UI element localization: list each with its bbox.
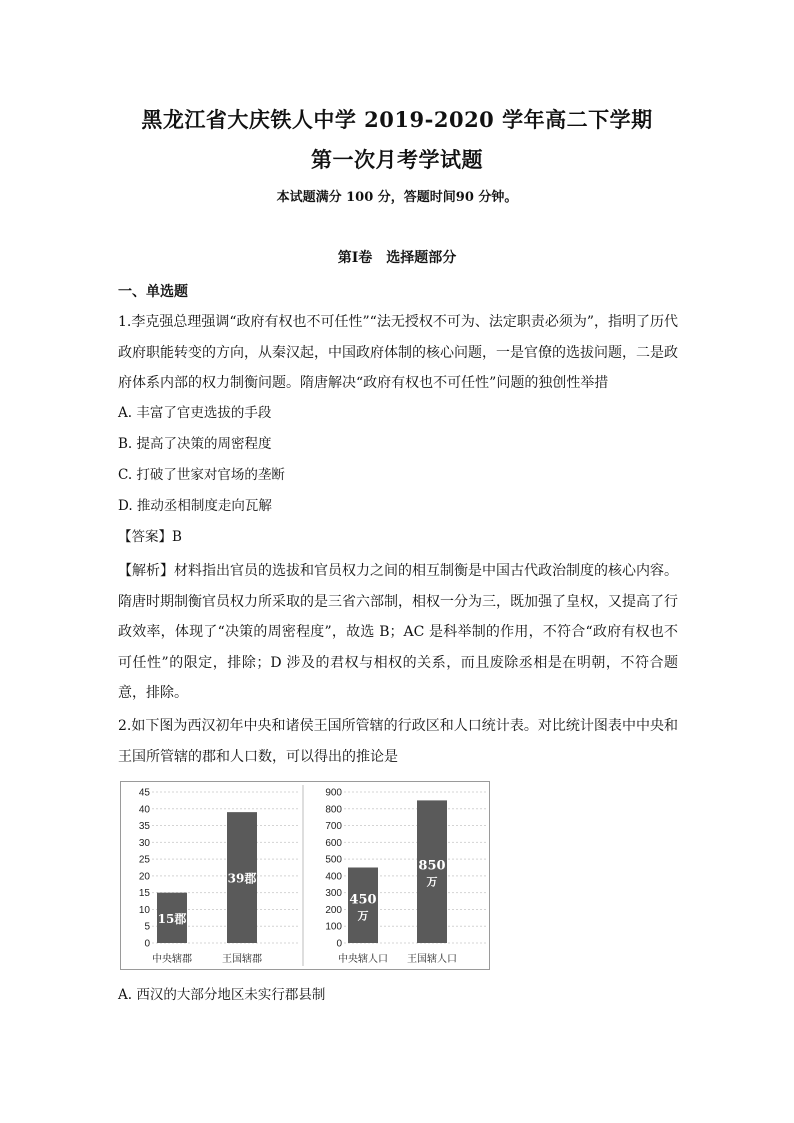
chart-data-label-unit: 万 xyxy=(426,875,438,889)
question-1-option-b: B. 提高了决策的周密程度 xyxy=(118,436,272,452)
chart-y-tick-label: 800 xyxy=(325,804,342,816)
chart-data-label: 850 xyxy=(418,858,446,874)
admin-population-chart xyxy=(120,781,490,970)
chart-y-tick-label: 0 xyxy=(144,938,150,950)
chart-y-tick-label: 200 xyxy=(325,904,342,916)
chart-x-tick-label: 王国辖郡 xyxy=(222,954,262,965)
question-2-option-a: A. 西汉的大部分地区未实行郡县制 xyxy=(118,987,326,1003)
chart-y-tick-label: 400 xyxy=(325,871,342,883)
chart-y-tick-label: 0 xyxy=(336,938,342,950)
chart-y-tick-label: 700 xyxy=(325,821,342,833)
chart-x-tick-label: 中央辖人口 xyxy=(338,954,388,965)
chart-y-tick-label: 5 xyxy=(144,921,150,933)
chart-y-tick-label: 600 xyxy=(325,837,342,849)
chart-y-tick-label: 40 xyxy=(138,804,150,816)
chart-y-tick-label: 15 xyxy=(138,888,150,900)
chart-y-tick-label: 500 xyxy=(325,854,342,866)
exam-meta: 本试题满分 100 分，答题时间90 分钟。 xyxy=(276,190,518,205)
question-1-answer: 【答案】B xyxy=(118,529,182,545)
question-2-stem: 2.如下图为西汉初年中央和诸侯王国所管辖的行政区和人口统计表。对比统计图表中中央和王国所管辖的郡和人口数，可以得出的推论是 xyxy=(118,718,678,765)
question-1-option-d: D. 推动丞相制度走向瓦解 xyxy=(118,498,272,514)
chart-data-label: 15郡 xyxy=(157,911,187,926)
chart-y-tick-label: 10 xyxy=(138,904,150,916)
chart-data-label: 39郡 xyxy=(227,871,257,886)
chart-y-tick-label: 300 xyxy=(325,888,342,900)
chart-y-tick-label: 35 xyxy=(138,821,150,833)
chart-y-tick-label: 25 xyxy=(138,854,150,866)
question-1-explanation: 【解析】材料指出官员的选拔和官员权力之间的相互制衡是中国古代政治制度的核心内容。隋唐时期制衡官员权力所采取的是三省六部制，相权一分为三，既加强了皇权，又提高了行政效率，体现了“决策的周密程度”，故选 B；AC 是科举制的作用，不符合“政府有权也不可任性”的限定，排除；D 涉及的君权与相权的关系，而且废除丞相是在明朝，不符合题意，排除。 xyxy=(118,563,678,701)
part-heading: 一、单选题 xyxy=(118,284,188,300)
chart-y-tick-label: 900 xyxy=(325,787,342,799)
question-1-stem: 1.李克强总理强调“政府有权也不可任性”“法无授权不可为、法定职责必须为”，指明了历代政府职能转变的方向，从秦汉起，中国政府体制的核心问题，一是官僚的选拔问题，二是政府体系内部的权力制衡问题。隋唐解决“政府有权也不可任性”问题的独创性举措 xyxy=(118,314,678,391)
chart-x-tick-label: 王国辖人口 xyxy=(407,954,457,965)
exam-title-line1: 黑龙江省大庆铁人中学 2019-2020 学年高二下学期 xyxy=(141,107,653,132)
question-1-option-a: A. 丰富了官吏选拔的手段 xyxy=(118,405,272,421)
section-title: 第Ⅰ卷 选择题部分 xyxy=(337,250,457,266)
question-1-option-c: C. 打破了世家对官场的垄断 xyxy=(118,467,285,483)
chart-data-label: 450 xyxy=(349,892,377,908)
chart-y-tick-label: 100 xyxy=(325,921,342,933)
exam-title-line2: 第一次月考学试题 xyxy=(311,147,483,172)
chart-y-tick-label: 20 xyxy=(138,871,150,883)
chart-y-tick-label: 30 xyxy=(138,837,150,849)
chart-y-tick-label: 45 xyxy=(138,787,150,799)
chart-x-tick-label: 中央辖郡 xyxy=(152,954,192,965)
chart-data-label-unit: 万 xyxy=(357,909,369,923)
